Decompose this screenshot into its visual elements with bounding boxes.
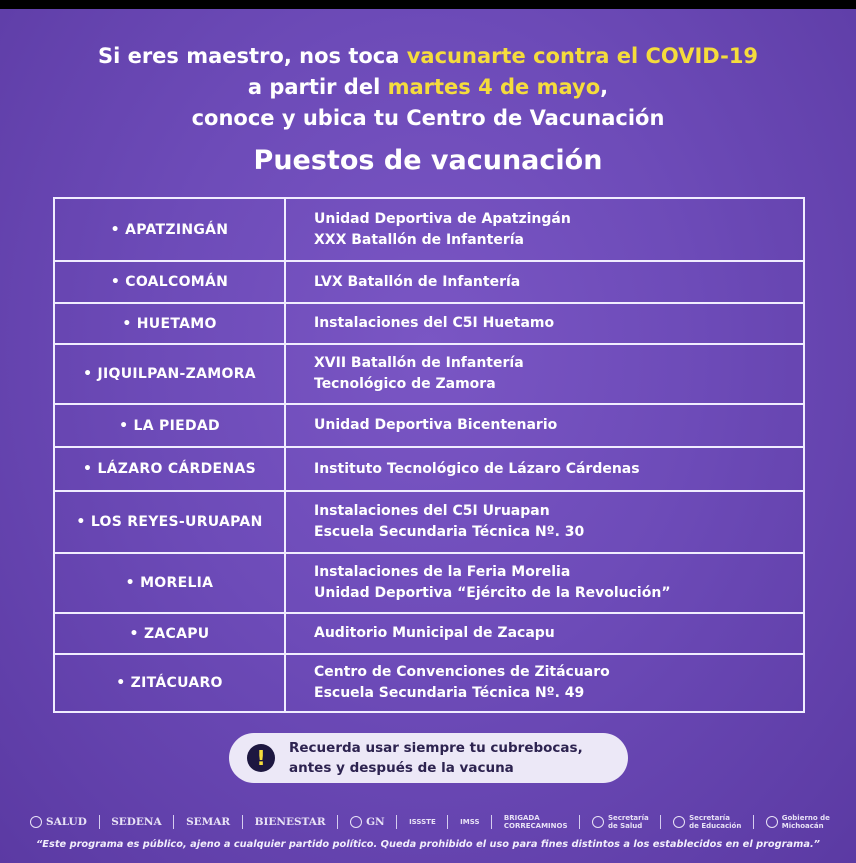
sites-cell	[286, 448, 803, 490]
site-name: XXX Batallón de Infantería	[314, 231, 524, 248]
table-row	[55, 614, 803, 655]
section-title: Puestos de vacunación	[253, 145, 603, 176]
logo-label: CORRECAMINOS	[503, 822, 568, 830]
logo-label: BRIGADA	[503, 814, 540, 822]
divider	[660, 815, 661, 829]
divider	[579, 815, 580, 829]
table-row	[55, 554, 803, 614]
divider	[173, 815, 174, 829]
city-cell: • ZACAPU	[55, 614, 286, 653]
reminder-line-1: Recuerda usar siempre tu cubrebocas,	[289, 740, 583, 756]
site-name: Centro de Convenciones de Zitácuaro	[314, 664, 610, 680]
headline-text: , nos toca	[283, 44, 407, 68]
seal-icon	[30, 816, 42, 828]
logo-label: Secretaría	[607, 814, 649, 822]
table-row	[55, 199, 803, 262]
table-row	[55, 448, 803, 492]
city-cell: • MORELIA	[55, 554, 286, 612]
site-name: LVX Batallón de Infantería	[314, 273, 521, 290]
vaccination-sites-table	[53, 197, 805, 713]
sites-cell	[286, 492, 803, 552]
sites-cell	[286, 614, 803, 653]
divider	[491, 815, 492, 829]
divider	[447, 815, 448, 829]
city-cell: • JIQUILPAN-ZAMORA	[55, 345, 286, 403]
site-name: XVII Batallón de Infantería	[314, 355, 524, 371]
headline-line-1	[0, 41, 856, 72]
poster	[0, 9, 856, 863]
table-row	[55, 304, 803, 345]
site-name: Escuela Secundaria Técnica Nº. 30	[314, 524, 585, 540]
site-name: Auditorio Municipal de Zacapu	[314, 625, 555, 641]
site-name: Instituto Tecnológico de Lázaro Cárdenas	[314, 460, 640, 477]
site-name: Tecnológico de Zamora	[314, 376, 496, 392]
logo-sedena: SEDENA	[111, 816, 162, 828]
logo-label: de Educación	[689, 822, 742, 830]
logo-label: GN	[366, 816, 385, 828]
legal-disclaimer: “Este programa es público, ajeno a cualquier partido político. Queda prohibido el uso para fines distintos a los establecidos en el programa.”	[36, 839, 820, 850]
headline-teacher: Si eres maestro	[97, 44, 284, 68]
logo-label: Michoacán	[781, 822, 824, 830]
city-cell: • ZITÁCUARO	[55, 655, 286, 711]
city-cell: • LA PIEDAD	[55, 405, 286, 446]
logo-secretaria-educacion	[673, 814, 741, 830]
table-row	[55, 345, 803, 405]
headline	[0, 41, 856, 134]
logo-gobierno-michoacan	[766, 814, 830, 830]
logo-label: de Salud	[607, 822, 643, 830]
logo-gn	[350, 816, 385, 828]
divider	[337, 815, 338, 829]
divider	[753, 815, 754, 829]
headline-line-3: conoce y ubica tu Centro de Vacunación	[191, 106, 665, 130]
site-name: Instalaciones del C5I Uruapan	[314, 503, 550, 519]
sites-cell	[286, 405, 803, 446]
headline-text: a partir del	[247, 75, 388, 99]
site-name: Unidad Deportiva “Ejército de la Revolución”	[314, 585, 671, 601]
logo-salud	[30, 816, 87, 828]
site-name: Instalaciones del C5I Huetamo	[314, 315, 555, 331]
institution-logos	[30, 811, 830, 833]
logo-label: SALUD	[46, 816, 87, 828]
city-cell: • COALCOMÁN	[55, 262, 286, 302]
sites-cell	[286, 345, 803, 403]
logo-issste: ISSSTE	[409, 818, 436, 826]
shield-icon	[350, 816, 362, 828]
warning-icon: !	[247, 744, 275, 772]
sites-cell	[286, 199, 803, 260]
sites-cell	[286, 655, 803, 711]
sites-cell	[286, 304, 803, 343]
logo-secretaria-salud	[592, 814, 649, 830]
seal-icon	[592, 816, 604, 828]
logo-imss: IMSS	[460, 818, 480, 826]
reminder-text	[289, 738, 583, 778]
headline-date: martes 4 de mayo	[387, 75, 601, 99]
table-row	[55, 492, 803, 554]
seal-icon	[673, 816, 685, 828]
headline-highlight: vacunarte contra el COVID-19	[406, 44, 759, 68]
city-cell: • APATZINGÁN	[55, 199, 286, 260]
logo-semar: SEMAR	[186, 816, 231, 828]
logo-bienestar: BIENESTAR	[254, 816, 326, 828]
logo-label: Secretaría	[689, 814, 730, 822]
headline-line-2	[0, 72, 856, 103]
city-cell: • LÁZARO CÁRDENAS	[55, 448, 286, 490]
seal-icon	[766, 816, 778, 828]
city-cell: • HUETAMO	[55, 304, 286, 343]
table-row	[55, 655, 803, 711]
city-cell: • LOS REYES-URUAPAN	[55, 492, 286, 552]
site-name: Escuela Secundaria Técnica Nº. 49	[314, 685, 585, 701]
table-row	[55, 262, 803, 304]
site-name: Unidad Deportiva Bicentenario	[314, 417, 558, 433]
sites-cell	[286, 262, 803, 302]
divider	[99, 815, 100, 829]
divider	[242, 815, 243, 829]
logo-brigada	[504, 814, 568, 830]
site-name: Instalaciones de la Feria Morelia	[314, 564, 571, 580]
sites-cell	[286, 554, 803, 612]
divider	[396, 815, 397, 829]
mask-reminder	[229, 733, 628, 783]
site-name: Unidad Deportiva de Apatzingán	[314, 210, 571, 227]
reminder-line-2: antes y después de la vacuna	[289, 760, 514, 776]
logo-label: Gobierno de	[781, 814, 830, 822]
headline-comma: ,	[600, 75, 609, 99]
table-row	[55, 405, 803, 448]
